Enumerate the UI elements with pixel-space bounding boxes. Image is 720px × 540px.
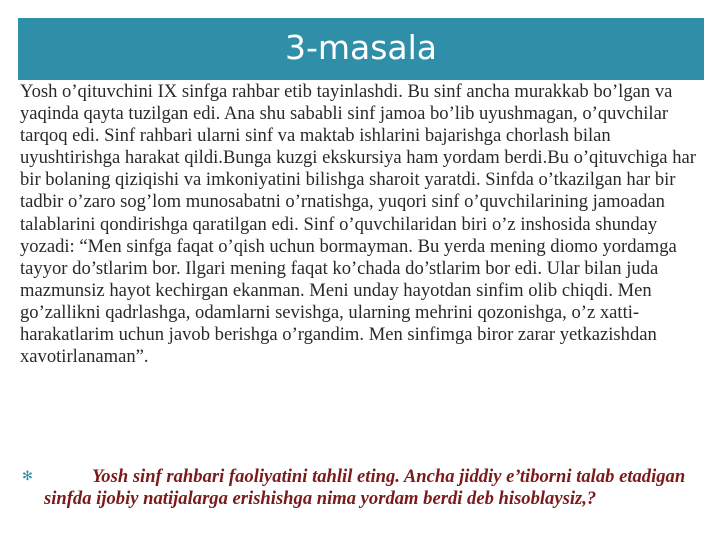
slide-title: 3-masala — [284, 28, 438, 67]
question-text: Yosh sinf rahbari faoliyatini tahlil eting. Ancha jiddiy e’tiborni talab etadigan sinfda ijobiy natijalarga erishishga nima yordam berdi deb hisoblaysiz,? — [44, 466, 686, 510]
slide-body-text: Yosh o’qituvchini IX sinfga rahbar etib tayinlashdi. Bu sinf ancha murakkab bo’lgan va yaqinda qayta tuzilgan edi. Ana shu sababli sinf jamoa bo’lib uyushmagan, o’quvchilar tarqoq edi. Sinf rahbari ularni sinf va maktab ishlarini bajarishga chorlash bilan uyushtirishga harakat qildi.Bunga kuzgi ekskursiya ham yordam berdi.Bu o’qituvchiga har bir bolaning qiziqishi va imkoniyatini bilishga sharoit yaratdi. Sinfda o’tkazilgan har bir tadbir o’zaro sog’lom munosabatni o’rnatishga, yuqori sinf o’quvchilarining jamoadan talablarini qondirishga qaratilgan edi. Sinf o’quvchilaridan biri o’z inshosida shunday yozadi: “Men sinfga faqat o’qish uchun bormayman. Bu yerda mening diomo yordamga tayyor do’stlarim bor. Ilgari mening faqat ko’chada do’stlarim bor edi. Ular bilan juda mazmunsiz hayot kechirgan ekanman. Meni unday hayotdan sinfim olib chiqdi. Men go’zallikni qadrlashga, odamlarni sevishga, ularning mehrini qozonishga, o’z xatti-harakatlarim uchun javob berishga o’rgandim. Men sinfimga biror zarar yetkazishdan xavotirlanaman”. — [20, 81, 696, 368]
title-bar — [18, 18, 704, 80]
asterisk-bullet-icon: ✻ — [22, 469, 33, 484]
question-block — [20, 466, 702, 510]
